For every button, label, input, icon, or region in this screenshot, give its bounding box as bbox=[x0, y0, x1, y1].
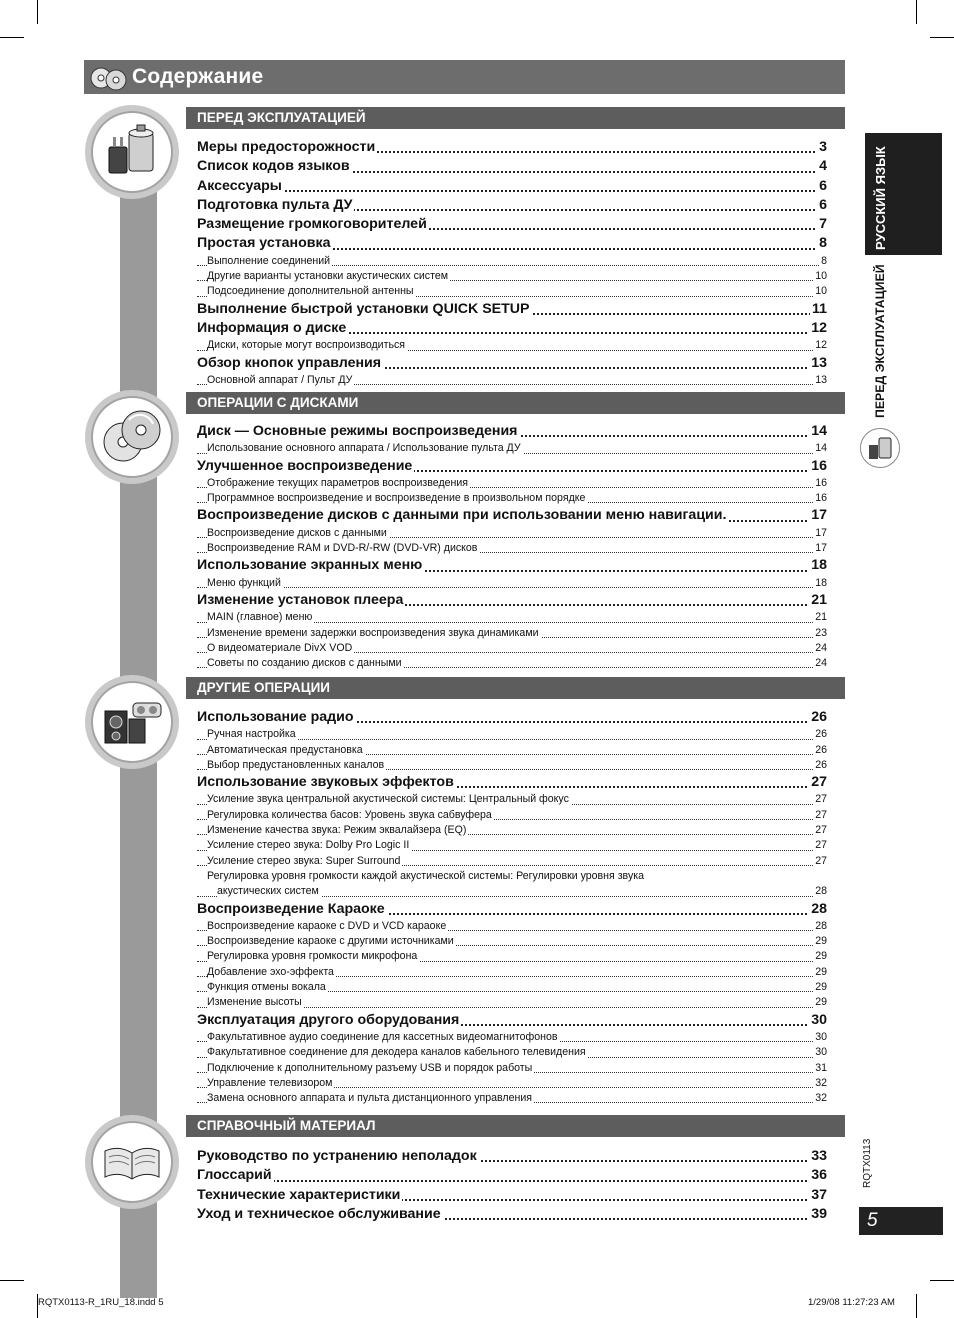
dot-leader bbox=[197, 587, 827, 588]
toc-entry-title: Регулировка уровня громкости каждой акустической системы: Регулировки уровня звука bbox=[207, 869, 644, 882]
toc-subentry bbox=[197, 823, 827, 838]
toc-page-number: 24 bbox=[815, 657, 827, 670]
toc-entry-title: Глоссарий bbox=[197, 1167, 272, 1184]
toc-entry-title: О видеоматериале DivX VOD bbox=[207, 641, 353, 654]
toc-page-number: 17 bbox=[815, 526, 827, 539]
toc-entry-title: акустических систем bbox=[217, 885, 319, 898]
toc-entry-title: Выполнение быстрой установки QUICK SETUP bbox=[197, 300, 530, 317]
toc-entry bbox=[197, 138, 827, 157]
toc-entry-title: Программное воспроизведение и воспроизведение в произвольном порядке bbox=[207, 492, 586, 505]
toc-page-number: 18 bbox=[811, 557, 827, 574]
toc-entry-title: Воспроизведение дисков с данными bbox=[207, 526, 387, 539]
crop-mark bbox=[930, 1280, 954, 1281]
toc-entry-title: Воспроизведение дисков с данными при использовании меню навигации. bbox=[197, 507, 727, 524]
toc-page-number: 17 bbox=[815, 542, 827, 555]
toc-entry bbox=[197, 900, 827, 919]
toc-entry-title: Использование основного аппарата / Использование пульта ДУ bbox=[207, 442, 521, 455]
crop-mark bbox=[930, 37, 954, 38]
toc-page-number: 29 bbox=[815, 965, 827, 978]
toc-page-number: 18 bbox=[815, 576, 827, 589]
toc-page-number: 26 bbox=[815, 758, 827, 771]
crop-mark bbox=[0, 37, 24, 38]
toc-entry-title: Факультативное аудио соединение для кассетных видеомагнитофонов bbox=[207, 1030, 558, 1043]
toc-entry bbox=[197, 1166, 827, 1185]
toc-page-number: 8 bbox=[819, 235, 827, 252]
footer-filename: RQTX0113-R_1RU_18.indd 5 bbox=[38, 1297, 164, 1308]
toc-subentry bbox=[197, 1030, 827, 1045]
toc-page-number: 29 bbox=[815, 935, 827, 948]
toc-entry-title: Отображение текущих параметров воспроизведения bbox=[207, 476, 469, 489]
toc-entry-title: Воспроизведение RAM и DVD-R/-RW (DVD-VR) дисков bbox=[207, 542, 478, 555]
toc-entry-title: Уход и техническое обслуживание bbox=[197, 1205, 441, 1222]
toc-page-number: 14 bbox=[811, 423, 827, 439]
toc-entry-title: Выполнение соединений bbox=[207, 254, 331, 267]
toc-entry-title: Изменение установок плеера bbox=[197, 591, 404, 608]
toc-entry-title: Регулировка уровня громкости микрофона bbox=[207, 950, 418, 963]
toc-page-number: 27 bbox=[815, 824, 827, 837]
toc-entry bbox=[197, 591, 827, 610]
toc-page-number: 4 bbox=[819, 158, 827, 175]
toc-entry-title: Подсоединение дополнительной антенны bbox=[207, 285, 414, 298]
toc-entry-title: Список кодов языков bbox=[197, 158, 350, 175]
toc-entry-title: Изменение высоты bbox=[207, 996, 302, 1009]
section-icon-circle bbox=[91, 396, 173, 478]
toc-subentry bbox=[197, 641, 827, 656]
toc-page-number: 26 bbox=[811, 709, 827, 725]
toc-entry-title: Управление телевизором bbox=[207, 1076, 333, 1089]
toc-subentry bbox=[197, 995, 827, 1010]
toc-page-number: 27 bbox=[815, 793, 827, 806]
toc-entry-title: Изменение качества звука: Режим эквалайзера (EQ) bbox=[207, 824, 467, 837]
toc-page-number: 3 bbox=[819, 139, 827, 155]
toc-entry-title: Факультативное соединение для декодера каналов кабельного телевидения bbox=[207, 1046, 586, 1059]
toc-subentry bbox=[197, 1061, 827, 1076]
toc-page-number: 28 bbox=[815, 919, 827, 932]
toc-page-number: 27 bbox=[815, 854, 827, 867]
toc-subentry bbox=[197, 980, 827, 995]
toc-entry bbox=[197, 157, 827, 176]
crop-mark bbox=[916, 1294, 917, 1318]
dot-leader bbox=[197, 1180, 827, 1182]
section-tab-label: ПЕРЕД ЭКСПЛУАТАЦИЕЙ bbox=[873, 264, 887, 418]
toc-entry-title: Диск — Основные режимы воспроизведения bbox=[197, 423, 518, 439]
compact-discs-icon bbox=[99, 404, 165, 470]
toc-page-number: 11 bbox=[812, 300, 827, 317]
toc-entry bbox=[197, 506, 827, 525]
section-title-reference: СПРАВОЧНЫЙ МАТЕРИАЛ bbox=[186, 1115, 845, 1137]
toc-page-number: 37 bbox=[811, 1186, 827, 1203]
crop-mark bbox=[916, 0, 917, 24]
toc-subentry bbox=[197, 743, 827, 758]
toc-entry bbox=[197, 234, 827, 253]
toc-entry bbox=[197, 422, 827, 441]
toc-subentry bbox=[197, 526, 827, 541]
toc-page-number: 24 bbox=[815, 641, 827, 654]
toc-page-number: 6 bbox=[819, 177, 827, 194]
toc-subentry bbox=[197, 949, 827, 964]
toc-subentry bbox=[197, 854, 827, 869]
toc-subentry bbox=[197, 610, 827, 625]
toc-page-number: 32 bbox=[815, 1092, 827, 1105]
toc-entry-title: Меню функций bbox=[207, 576, 281, 589]
toc-page-number: 33 bbox=[811, 1148, 827, 1164]
toc-entry-title: Основной аппарат / Пульт ДУ bbox=[207, 373, 353, 386]
toc-entry-title: Советы по созданию дисков с данными bbox=[207, 657, 402, 670]
toc-subentry bbox=[197, 626, 827, 641]
toc-page-number: 39 bbox=[811, 1205, 827, 1222]
toc-entry-title: Информация о диске bbox=[197, 319, 347, 336]
toc-entry-title: Подготовка пульта ДУ bbox=[197, 196, 353, 213]
toc-page-number: 32 bbox=[815, 1076, 827, 1089]
toc-subentry bbox=[197, 269, 827, 284]
toc-section-other-operations bbox=[197, 708, 827, 1106]
toc-entry-title: Использование экранных меню bbox=[197, 557, 423, 574]
section-tab-icon-circle bbox=[860, 428, 900, 468]
toc-page-number: 29 bbox=[815, 981, 827, 994]
toc-subentry bbox=[197, 758, 827, 773]
toc-entry bbox=[197, 556, 827, 575]
open-book-icon bbox=[99, 1129, 165, 1195]
toc-page-number: 28 bbox=[811, 900, 827, 917]
toc-entry-title: Выбор предустановленных каналов bbox=[207, 758, 385, 771]
toc-entry bbox=[197, 708, 827, 727]
toc-entry-title: Усиление звука центральной акустической системы: Центральный фокус bbox=[207, 793, 569, 806]
toc-page-number: 13 bbox=[811, 354, 827, 371]
footer-timestamp: 1/29/08 11:27:23 AM bbox=[808, 1297, 895, 1308]
toc-subentry bbox=[197, 284, 827, 299]
toc-entry-title: Размещение громкоговорителей bbox=[197, 216, 427, 233]
toc-subentry bbox=[197, 965, 827, 980]
toc-subentry bbox=[197, 476, 827, 491]
toc-entry bbox=[197, 319, 827, 338]
toc-subentry bbox=[197, 373, 827, 388]
toc-page-number: 30 bbox=[815, 1046, 827, 1059]
toc-entry bbox=[197, 354, 827, 373]
toc-page-number: 13 bbox=[815, 373, 827, 386]
toc-section-before-use bbox=[197, 138, 827, 388]
toc-subentry bbox=[197, 656, 827, 671]
toc-entry bbox=[197, 300, 827, 319]
page-title: Содержание bbox=[132, 65, 264, 88]
toc-page-number: 12 bbox=[815, 339, 827, 352]
toc-page-number: 6 bbox=[819, 196, 827, 213]
toc-subentry bbox=[197, 541, 827, 556]
toc-entry-title: Автоматическая предустановка bbox=[207, 743, 363, 756]
toc-subentry bbox=[197, 1045, 827, 1060]
dot-leader bbox=[197, 190, 827, 192]
toc-page-number: 12 bbox=[811, 319, 827, 336]
toc-page-number: 29 bbox=[815, 996, 827, 1009]
toc-entry bbox=[197, 215, 827, 234]
radio-and-speakers-icon bbox=[99, 689, 165, 755]
toc-subentry bbox=[197, 934, 827, 949]
toc-page-number: 8 bbox=[821, 254, 827, 267]
section-icon-circle bbox=[91, 111, 173, 193]
toc-entry bbox=[197, 1186, 827, 1205]
toc-page-number: 27 bbox=[811, 774, 827, 791]
toc-subentry bbox=[197, 792, 827, 807]
toc-section-reference bbox=[197, 1147, 827, 1224]
toc-page-number: 14 bbox=[815, 442, 827, 455]
toc-entry-title: Регулировка количества басов: Уровень звука сабвуфера bbox=[207, 808, 492, 821]
toc-subentry bbox=[197, 441, 827, 456]
toc-subentry bbox=[197, 808, 827, 823]
toc-page-number: 28 bbox=[815, 885, 827, 898]
language-tab-label: РУССКИЙ ЯЗЫК bbox=[873, 146, 888, 250]
section-title-disc-operations: ОПЕРАЦИИ С ДИСКАМИ bbox=[186, 392, 845, 414]
toc-entry-title: Использование звуковых эффектов bbox=[197, 774, 454, 791]
toc-entry-title: Функция отмены вокала bbox=[207, 981, 326, 994]
toc-subentry bbox=[197, 491, 827, 506]
toc-entry-title: MAIN (главное) меню bbox=[207, 611, 313, 624]
toc-entry-title: Воспроизведение караоке с DVD и VCD караоке bbox=[207, 919, 447, 932]
toc-entry-title: Замена основного аппарата и пульта дистанционного управления bbox=[207, 1092, 532, 1105]
toc-subentry bbox=[197, 1076, 827, 1091]
toc-subentry bbox=[197, 254, 827, 269]
toc-page-number: 7 bbox=[819, 216, 827, 233]
toc-page-number: 10 bbox=[815, 270, 827, 283]
plug-and-battery-icon bbox=[861, 429, 899, 467]
section-title-before-use: ПЕРЕД ЭКСПЛУАТАЦИЕЙ bbox=[186, 107, 845, 129]
toc-subentry bbox=[197, 919, 827, 934]
page-number: 5 bbox=[859, 1207, 943, 1235]
toc-entry bbox=[197, 1205, 827, 1224]
toc-page-number: 30 bbox=[815, 1030, 827, 1043]
toc-page-number: 16 bbox=[815, 492, 827, 505]
toc-entry-title: Простая установка bbox=[197, 235, 331, 252]
toc-subentry bbox=[197, 884, 827, 899]
toc-subentry bbox=[197, 1091, 827, 1106]
plug-and-battery-icon bbox=[99, 119, 165, 185]
toc-page-number: 27 bbox=[815, 808, 827, 821]
toc-subentry bbox=[197, 838, 827, 853]
discs-icon bbox=[90, 65, 128, 91]
section-icon-circle bbox=[91, 681, 173, 763]
toc-entry bbox=[197, 457, 827, 476]
toc-page-number: 10 bbox=[815, 285, 827, 298]
toc-entry-title: Диски, которые могут воспроизводиться bbox=[207, 339, 406, 352]
toc-entry-title: Обзор кнопок управления bbox=[197, 354, 382, 371]
toc-entry-title: Подключение к дополнительному разъему USB и порядок работы bbox=[207, 1061, 533, 1074]
toc-entry-title: Другие варианты установки акустических систем bbox=[207, 270, 448, 283]
toc-page-number: 27 bbox=[815, 839, 827, 852]
toc-entry-title: Улучшенное воспроизведение bbox=[197, 457, 413, 474]
toc-section-disc-operations bbox=[197, 422, 827, 671]
page-header bbox=[84, 60, 845, 94]
toc-subentry bbox=[197, 869, 827, 884]
toc-entry-title: Технические характеристики bbox=[197, 1186, 401, 1203]
toc-entry bbox=[197, 773, 827, 792]
toc-page-number: 16 bbox=[811, 457, 827, 474]
toc-page-number: 36 bbox=[811, 1167, 827, 1184]
toc-entry-title: Меры предосторожности bbox=[197, 139, 376, 155]
document-code: RQTX0113 bbox=[862, 1138, 873, 1188]
toc-page-number: 21 bbox=[815, 611, 827, 624]
toc-entry-title: Усиление стерео звука: Super Surround bbox=[207, 854, 401, 867]
toc-entry bbox=[197, 1011, 827, 1030]
crop-mark bbox=[0, 1280, 24, 1281]
toc-entry-title: Изменение времени задержки воспроизведения звука динамиками bbox=[207, 626, 539, 639]
toc-page-number: 23 bbox=[815, 626, 827, 639]
toc-entry-title: Аксессуары bbox=[197, 177, 282, 194]
toc-entry bbox=[197, 177, 827, 196]
toc-page-number: 16 bbox=[815, 476, 827, 489]
toc-subentry bbox=[197, 727, 827, 742]
toc-entry-title: Усиление стерео звука: Dolby Pro Logic II bbox=[207, 839, 410, 852]
toc-entry-title: Руководство по устранению неполадок bbox=[197, 1148, 477, 1164]
toc-entry-title: Эксплуатация другого оборудования bbox=[197, 1011, 460, 1028]
toc-entry-title: Использование радио bbox=[197, 709, 354, 725]
crop-mark bbox=[37, 0, 38, 24]
toc-page-number: 30 bbox=[811, 1011, 827, 1028]
toc-page-number: 26 bbox=[815, 743, 827, 756]
toc-page-number: 31 bbox=[815, 1061, 827, 1074]
section-title-other-operations: ДРУГИЕ ОПЕРАЦИИ bbox=[186, 677, 845, 699]
toc-entry-title: Воспроизведение Караоке bbox=[197, 900, 385, 917]
section-icon-circle bbox=[91, 1121, 173, 1203]
toc-page-number: 29 bbox=[815, 950, 827, 963]
toc-subentry bbox=[197, 576, 827, 591]
toc-page-number: 21 bbox=[811, 591, 827, 608]
toc-entry-title: Воспроизведение караоке с другими источниками bbox=[207, 935, 454, 948]
toc-page-number: 17 bbox=[811, 507, 827, 524]
toc-subentry bbox=[197, 338, 827, 353]
toc-entry-title: Добавление эхо-эффекта bbox=[207, 965, 334, 978]
toc-page-number: 26 bbox=[815, 728, 827, 741]
toc-entry bbox=[197, 1147, 827, 1166]
toc-entry bbox=[197, 196, 827, 215]
toc-entry-title: Ручная настройка bbox=[207, 728, 296, 741]
